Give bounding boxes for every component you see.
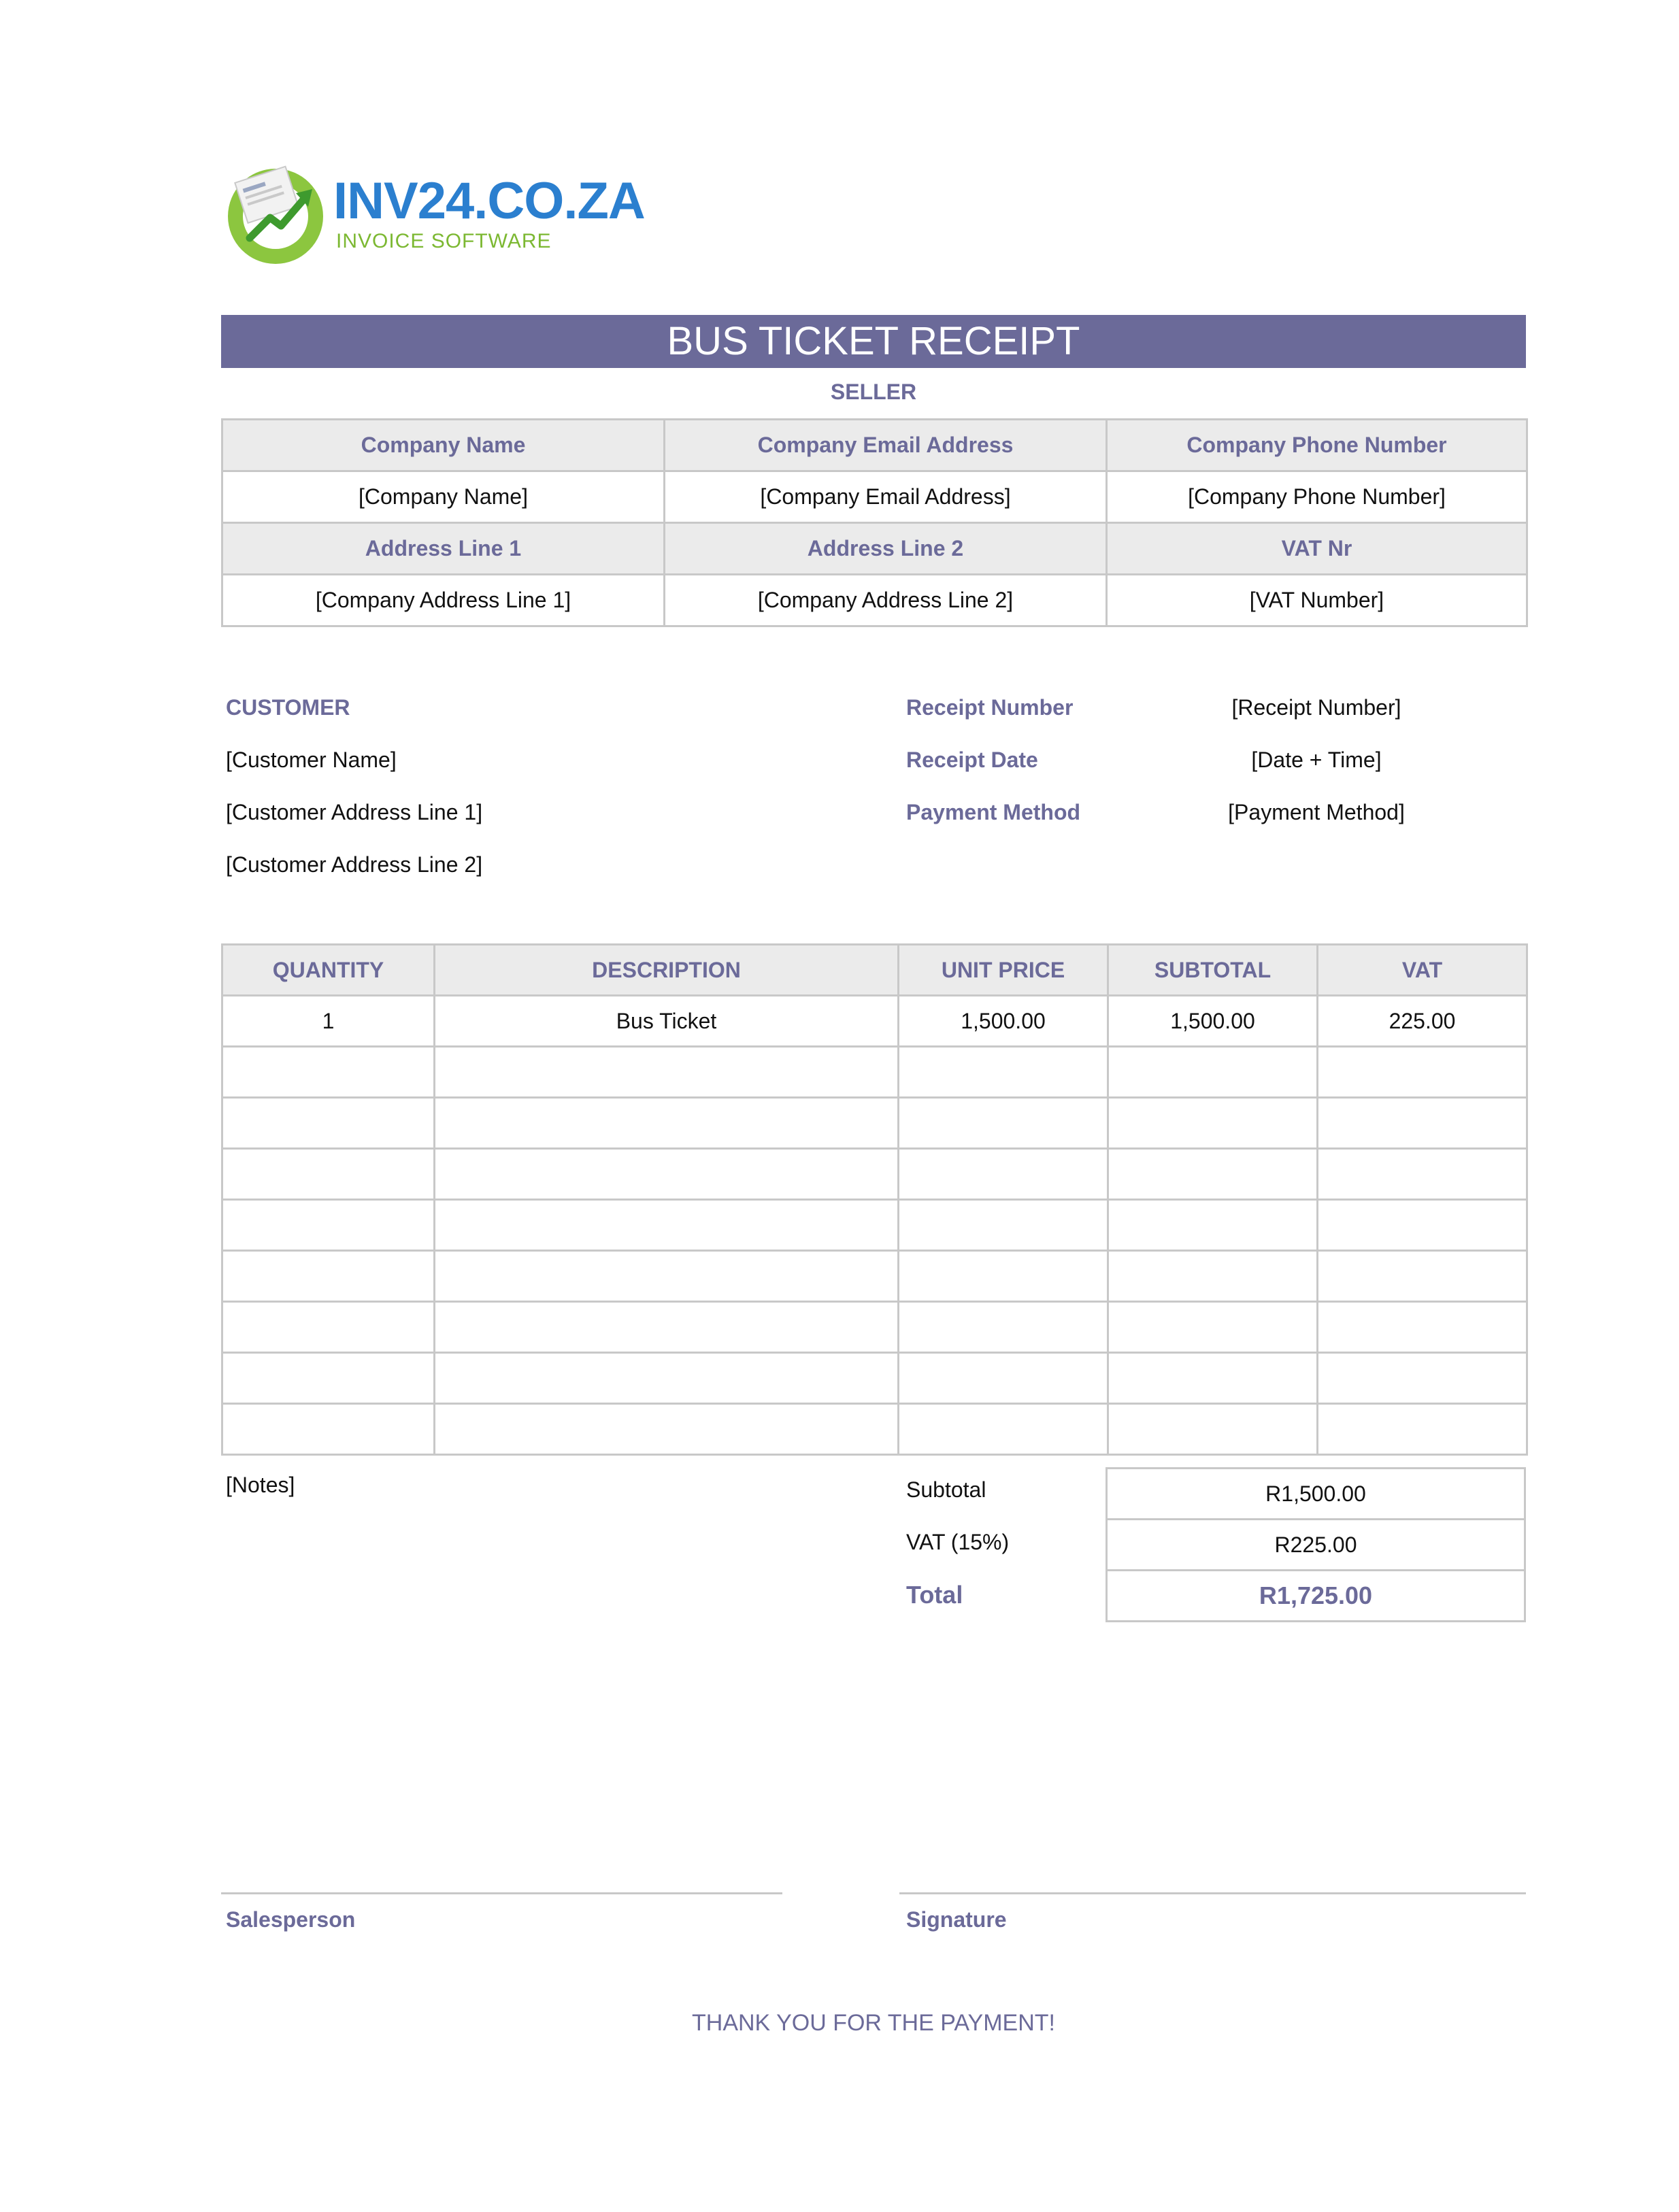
- item-description: [435, 1098, 899, 1149]
- seller-value-row: [222, 471, 1527, 523]
- customer-address-line-2: [Customer Address Line 2]: [226, 852, 483, 877]
- item-subtotal: [1108, 1200, 1318, 1251]
- company-name-value: [Company Name]: [222, 471, 665, 523]
- item-quantity: [222, 1302, 435, 1353]
- item-unit-price: [899, 1047, 1108, 1098]
- item-description: [435, 1200, 899, 1251]
- salesperson-signature-line: [221, 1892, 782, 1894]
- description-header: DESCRIPTION: [435, 945, 899, 996]
- item-unit-price: [899, 1251, 1108, 1302]
- receipt-number-label: Receipt Number: [906, 695, 1074, 720]
- item-unit-price: [899, 1149, 1108, 1200]
- payment-method-label: Payment Method: [906, 800, 1081, 824]
- item-quantity: [222, 1200, 435, 1251]
- company-phone-value: [Company Phone Number]: [1107, 471, 1527, 523]
- item-unit-price: [899, 1353, 1108, 1404]
- customer-address-line-1: [Customer Address Line 1]: [226, 800, 483, 824]
- thank-you-message: THANK YOU FOR THE PAYMENT!: [692, 2010, 1055, 2036]
- item-unit-price: [899, 1404, 1108, 1455]
- vat-header: VAT: [1318, 945, 1527, 996]
- vat-total-value: R225.00: [1107, 1520, 1525, 1571]
- items-header-row: [222, 945, 1527, 996]
- item-vat: 225.00: [1318, 996, 1527, 1047]
- seller-value-row: [222, 575, 1527, 626]
- item-subtotal: 1,500.00: [1108, 996, 1318, 1047]
- company-phone-header: Company Phone Number: [1107, 420, 1527, 471]
- table-row: [222, 1200, 1527, 1251]
- item-description: [435, 1404, 899, 1455]
- grand-total-label: Total: [906, 1581, 963, 1609]
- item-quantity: [222, 1149, 435, 1200]
- item-subtotal: [1108, 1098, 1318, 1149]
- document-title: BUS TICKET RECEIPT: [667, 319, 1080, 363]
- item-vat: [1318, 1098, 1527, 1149]
- subtotal-value: R1,500.00: [1107, 1469, 1525, 1520]
- item-description: [435, 1302, 899, 1353]
- item-quantity: [222, 1251, 435, 1302]
- item-quantity: [222, 1404, 435, 1455]
- item-vat: [1318, 1404, 1527, 1455]
- subtotal-header: SUBTOTAL: [1108, 945, 1318, 996]
- address-line-2-value: [Company Address Line 2]: [665, 575, 1107, 626]
- item-description: [435, 1353, 899, 1404]
- receipt-number-value: [Receipt Number]: [1231, 695, 1401, 720]
- item-description: [435, 1149, 899, 1200]
- table-row: [222, 1251, 1527, 1302]
- notes: [Notes]: [226, 1473, 295, 1497]
- logo-name: INV24.CO.ZA: [333, 172, 645, 230]
- seller-label: SELLER: [830, 380, 917, 404]
- item-description: Bus Ticket: [435, 996, 899, 1047]
- table-row: [222, 1149, 1527, 1200]
- table-row: [222, 1353, 1527, 1404]
- item-subtotal: [1108, 1353, 1318, 1404]
- logo-tagline: INVOICE SOFTWARE: [336, 230, 552, 252]
- item-unit-price: [899, 1200, 1108, 1251]
- item-quantity: [222, 1047, 435, 1098]
- vat-number-value: [VAT Number]: [1107, 575, 1527, 626]
- item-vat: [1318, 1251, 1527, 1302]
- item-vat: [1318, 1353, 1527, 1404]
- totals-table: [1106, 1467, 1526, 1622]
- items-table: [221, 943, 1528, 1456]
- seller-table: [221, 418, 1528, 627]
- item-description: [435, 1047, 899, 1098]
- grand-total-value: R1,725.00: [1107, 1571, 1525, 1622]
- table-row: [222, 996, 1527, 1047]
- item-subtotal: [1108, 1302, 1318, 1353]
- receipt-date-label: Receipt Date: [906, 748, 1038, 772]
- item-vat: [1318, 1149, 1527, 1200]
- customer-name: [Customer Name]: [226, 748, 397, 772]
- quantity-header: QUANTITY: [222, 945, 435, 996]
- item-description: [435, 1251, 899, 1302]
- item-vat: [1318, 1047, 1527, 1098]
- item-quantity: [222, 1353, 435, 1404]
- table-row: [222, 1404, 1527, 1455]
- item-subtotal: [1108, 1047, 1318, 1098]
- signature-line: [899, 1892, 1526, 1894]
- table-row: [222, 1047, 1527, 1098]
- item-unit-price: [899, 1302, 1108, 1353]
- salesperson-label: Salesperson: [226, 1907, 356, 1932]
- company-email-value: [Company Email Address]: [665, 471, 1107, 523]
- company-name-header: Company Name: [222, 420, 665, 471]
- table-row: [222, 1098, 1527, 1149]
- item-subtotal: [1108, 1251, 1318, 1302]
- table-row: [222, 1302, 1527, 1353]
- item-quantity: [222, 1098, 435, 1149]
- item-unit-price: 1,500.00: [899, 996, 1108, 1047]
- seller-header-row: [222, 420, 1527, 471]
- item-vat: [1318, 1302, 1527, 1353]
- item-subtotal: [1108, 1404, 1318, 1455]
- address-line-2-header: Address Line 2: [665, 523, 1107, 575]
- item-unit-price: [899, 1098, 1108, 1149]
- address-line-1-header: Address Line 1: [222, 523, 665, 575]
- item-subtotal: [1108, 1149, 1318, 1200]
- address-line-1-value: [Company Address Line 1]: [222, 575, 665, 626]
- customer-label: CUSTOMER: [226, 695, 350, 720]
- item-quantity: 1: [222, 996, 435, 1047]
- vat-nr-header: VAT Nr: [1107, 523, 1527, 575]
- signature-label: Signature: [906, 1907, 1007, 1932]
- vat-total-label: VAT (15%): [906, 1530, 1010, 1554]
- receipt-date-value: [Date + Time]: [1251, 748, 1382, 772]
- payment-method-value: [Payment Method]: [1228, 800, 1405, 824]
- unit-price-header: UNIT PRICE: [899, 945, 1108, 996]
- item-vat: [1318, 1200, 1527, 1251]
- subtotal-label: Subtotal: [906, 1477, 986, 1502]
- invoice-software-logo-icon: [222, 158, 331, 267]
- company-email-header: Company Email Address: [665, 420, 1107, 471]
- seller-header-row: [222, 523, 1527, 575]
